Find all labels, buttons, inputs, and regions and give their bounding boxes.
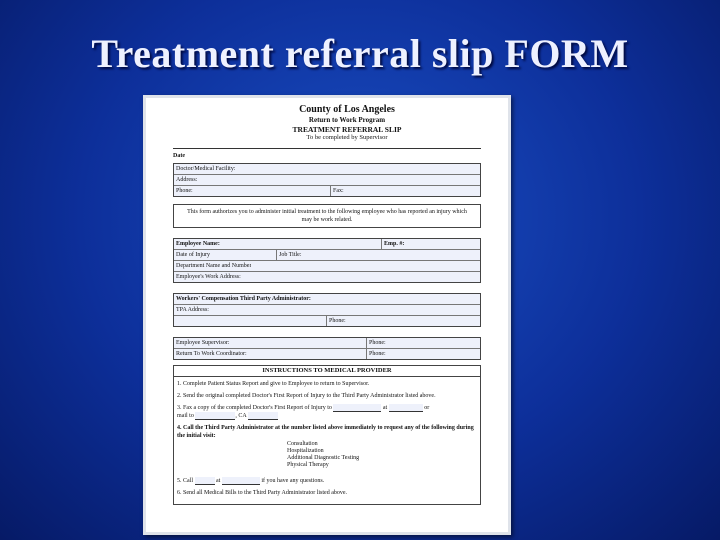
tpa-admin-label: Workers' Compensation Third Party Administrator: (176, 296, 311, 303)
instruction-3-at: at (382, 405, 388, 412)
doctor-row[interactable] (174, 164, 480, 175)
referral-form-document (143, 95, 511, 535)
tpa-blank[interactable] (174, 316, 326, 326)
phone-fax-row (174, 186, 480, 196)
tpa-address-row[interactable] (174, 305, 480, 316)
supervisor-section (173, 337, 481, 360)
header-rule (173, 148, 481, 149)
instruction-5 (177, 477, 477, 485)
instruction-2: 2. Send the original completed Doctor's First Report of Injury to the Third Party Administrator listed above. (177, 393, 436, 400)
instructions-title: INSTRUCTIONS TO MEDICAL PROVIDER (174, 366, 480, 377)
form-header (213, 104, 481, 142)
option-hospitalization: Hospitalization (287, 448, 324, 455)
program-name: Return to Work Program (308, 116, 386, 124)
contact-phone-blank[interactable] (222, 477, 260, 485)
instruction-6: 6. Send all Medical Bills to the Third Party Administrator listed above. (177, 490, 348, 497)
org-name: County of Los Angeles (299, 104, 395, 115)
supervisor-phone-label[interactable]: Phone: (366, 338, 480, 348)
slide-title: Treatment referral slip FORM (91, 31, 629, 76)
option-diagnostic-testing: Additional Diagnostic Testing (287, 455, 360, 462)
address-row[interactable] (174, 175, 480, 186)
fax-label[interactable]: Fax: (330, 186, 480, 196)
instruction-5-at: at (216, 478, 221, 485)
supervisor-row (174, 338, 480, 349)
instruction-1: 1. Complete Patient Status Report and give to Employee to return to Supervisor. (177, 381, 370, 388)
tpa-address-label: TPA Address: (176, 307, 209, 314)
phone-label[interactable]: Phone: (174, 186, 330, 196)
instruction-5-call: 5. Call (177, 478, 193, 485)
employee-name-label[interactable]: Employee Name: (174, 239, 381, 249)
employee-section (173, 238, 481, 283)
work-address-row[interactable] (174, 272, 480, 282)
date-label: Date (173, 153, 185, 159)
doctor-label: Doctor/Medical Facility: (176, 166, 236, 173)
tpa-section (173, 293, 481, 327)
instruction-3-mail: mail to (177, 413, 194, 420)
department-label: Department Name and Number (176, 263, 252, 270)
work-address-label: Employee's Work Address: (176, 274, 241, 281)
fax-number-blank[interactable] (333, 404, 381, 412)
option-consultation: Consultation (287, 441, 318, 448)
coordinator-row (174, 349, 480, 359)
mail-address-blank[interactable] (195, 412, 235, 420)
supervisor-label[interactable]: Employee Supervisor: (174, 338, 366, 348)
instruction-3-ca: , CA (235, 413, 247, 420)
instruction-4 (177, 424, 477, 440)
coordinator-phone-label[interactable]: Phone: (366, 349, 480, 359)
job-title-label[interactable]: Job Title: (276, 250, 480, 260)
form-note: To be completed by Supervisor (306, 134, 388, 141)
instruction-5-end: if you have any questions. (261, 478, 325, 485)
tpa-phone-label[interactable]: Phone: (326, 316, 480, 326)
form-title: TREATMENT REFERRAL SLIP (292, 125, 402, 134)
department-row[interactable] (174, 261, 480, 272)
address-label: Address: (176, 177, 198, 184)
contact-name-blank[interactable] (195, 477, 215, 485)
instruction-3-or: or (424, 405, 430, 412)
emp-number-label[interactable]: Emp. #: (381, 239, 480, 249)
instruction-3-text: 3. Fax a copy of the completed Doctor's First Report of Injury to (177, 405, 332, 412)
coordinator-label[interactable]: Return To Work Coordinator: (174, 349, 366, 359)
injury-row (174, 250, 480, 261)
mail-zip-blank[interactable] (248, 412, 278, 420)
fax-phone-blank[interactable] (389, 404, 423, 412)
instructions-body (174, 377, 480, 504)
instruction-4-text: 4. Call the Third Party Administrator at the number listed above immediately to request any of the following during the initial visit: (177, 425, 474, 440)
employee-name-row (174, 239, 480, 250)
tpa-phone-row (174, 316, 480, 326)
tpa-admin-row[interactable] (174, 294, 480, 305)
authorization-notice: This form authorizes you to administer initial treatment to the following employee who has reported an injury which may be work related. (173, 204, 481, 228)
injury-date-label[interactable]: Date of Injury (174, 250, 276, 260)
instruction-4-options (287, 441, 477, 469)
facility-section (173, 163, 481, 197)
instruction-3 (177, 404, 477, 420)
option-physical-therapy: Physical Therapy (287, 462, 329, 469)
instructions-section (173, 365, 481, 505)
